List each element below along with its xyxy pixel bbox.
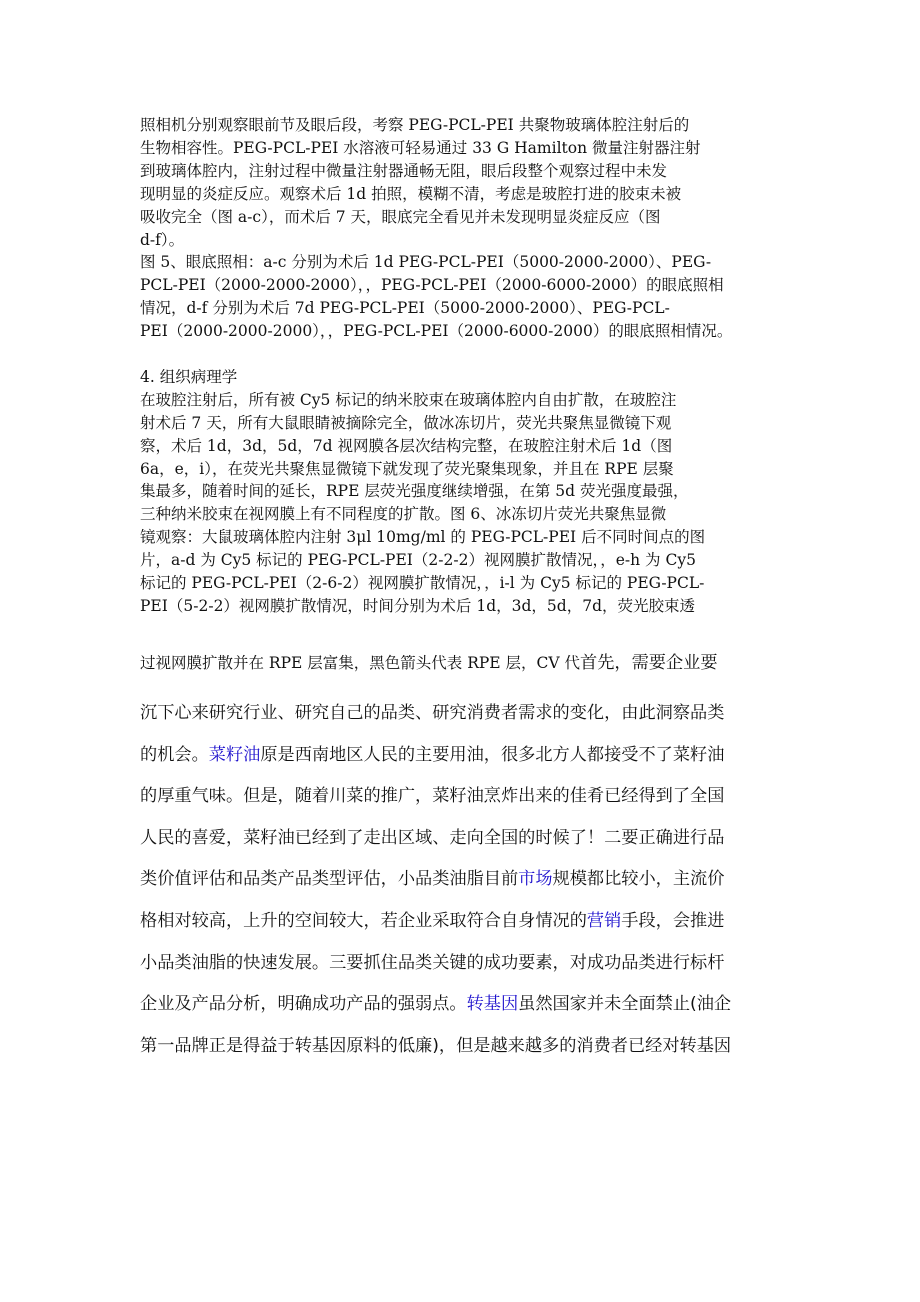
text-line xyxy=(140,652,718,674)
text-line: 标记的 PEG-PCL-PEI（2-6-2）视网膜扩散情况，，i-l 为 Cy5 标记的 PEG-PCL- xyxy=(140,574,705,592)
text-line xyxy=(140,783,724,809)
text-line: 6a，e，i），在荧光共聚焦显微镜下就发现了荧光聚集现象，并且在 RPE 层聚 xyxy=(140,459,674,478)
text-line xyxy=(140,908,724,934)
text-fragment: 虽然国家并未全面禁止(油企 xyxy=(518,994,732,1015)
text-line xyxy=(140,742,724,768)
text-fragment: 的厚重气味。但是，随着川菜的推广，菜籽油烹炸出来的佳肴已经得到了全国 xyxy=(140,786,725,807)
text-fragment: 人民的喜爱，菜籽油已经到了走出区域、走向全国的时候了！二要正确进行品 xyxy=(140,827,725,848)
text-line: 镜观察：大鼠玻璃体腔内注射 3μl 10mg/ml 的 PEG-PCL-PEI 后不同时间点的图 xyxy=(140,528,706,547)
text-line: 照相机分别观察眼前节及眼后段，考察 PEG-PCL-PEI 共聚物玻璃体腔注射后的 xyxy=(140,116,690,134)
text-line: PCL-PEI（2000-2000-2000），，PEG-PCL-PEI（2000-6000-2000）的眼底照相 xyxy=(140,276,724,295)
text-line: 察，术后 1d，3d，5d，7d 视网膜各层次结构完整，在玻腔注射术后 1d（图 xyxy=(140,436,673,455)
text-line: 生物相容性。PEG-PCL-PEI 水溶液可轻易通过 33 G Hamilton 微量注射器注射 xyxy=(140,138,701,157)
text-line xyxy=(140,1033,731,1059)
text-fragment: 格相对较高，上升的空间较大，若企业采取符合自身情况的 xyxy=(140,911,587,931)
keyword-link[interactable]: 市场 xyxy=(518,869,553,890)
text-fragment: 企业及产品分析，明确成功产品的强弱点。 xyxy=(140,994,467,1015)
text-fragment: 沉下心来研究行业、研究自己的品类、研究消费者需求的变化，由此洞察品类 xyxy=(140,703,725,723)
text-line: 片，a-d 为 Cy5 标记的 PEG-PCL-PEI（2-2-2）视网膜扩散情况，，e-h 为 Cy5 xyxy=(140,551,696,570)
sans-fragment: 首先，需要企业要 xyxy=(580,653,718,673)
text-line: 现明显的炎症反应。观察术后 1d 拍照，模糊不清，考虑是玻腔打进的胶束未被 xyxy=(140,184,682,203)
text-line: 图 5、眼底照相：a-c 分别为术后 1d PEG-PCL-PEI（5000-2000-2000）、PEG- xyxy=(140,253,712,272)
text-line: 吸收完全（图 a-c），而术后 7 天，眼底完全看见并未发现明显炎症反应（图 xyxy=(140,207,661,226)
text-fragment: 规模都比较小，主流价 xyxy=(552,869,725,890)
text-line xyxy=(140,866,724,892)
text-line: PEI（5-2-2）视网膜扩散情况，时间分别为术后 1d，3d，5d，7d，荧光胶束透 xyxy=(140,596,695,615)
text-line: 在玻腔注射后，所有被 Cy5 标记的纳米胶束在玻璃体腔内自由扩散，在玻腔注 xyxy=(140,390,677,409)
text-fragment: 小品类油脂的快速发展。三要抓住品类关键的成功要素，对成功品类进行标杆 xyxy=(140,952,725,973)
keyword-link[interactable]: 菜籽油 xyxy=(208,744,261,765)
text-line: PEI（2000-2000-2000），，PEG-PCL-PEI（2000-6000-2000）的眼底照相情况。 xyxy=(140,322,733,341)
text-line: 到玻璃体腔内，注射过程中微量注射器通畅无阻，眼后段整个观察过程中未发 xyxy=(140,161,668,180)
text-line: 4. 组织病理学 xyxy=(140,367,238,386)
text-fragment: 的机会。 xyxy=(140,744,209,765)
text-line xyxy=(140,991,731,1017)
keyword-link[interactable]: 转基因 xyxy=(466,994,519,1015)
text-line: 三种纳米胶束在视网膜上有不同程度的扩散。图 6、冰冻切片荧光共聚焦显微 xyxy=(140,505,667,524)
text-fragment: 类价值评估和品类产品类型评估，小品类油脂目前 xyxy=(140,869,519,890)
text-line xyxy=(140,700,724,726)
text-fragment: 原是西南地区人民的主要用油，很多北方人都接受不了菜籽油 xyxy=(260,744,725,765)
text-line: 情况，d-f 分别为术后 7d PEG-PCL-PEI（5000-2000-2000）、PEG-PCL- xyxy=(140,299,670,318)
text-line: d-f）。 xyxy=(140,230,185,249)
text-fragment: 手段，会推进 xyxy=(621,911,725,931)
text-fragment: 第一品牌正是得益于转基因原料的低廉)，但是越来越多的消费者已经对转基因 xyxy=(140,1035,732,1056)
text-line: 射术后 7 天，所有大鼠眼睛被摘除完全，做冰冻切片，荧光共聚焦显微镜下观 xyxy=(140,413,672,432)
text-line xyxy=(140,825,724,851)
serif-fragment: 过视网膜扩散并在 RPE 层富集，黑色箭头代表 RPE 层，CV 代 xyxy=(140,654,581,672)
text-line: 集最多，随着时间的延长，RPE 层荧光强度继续增强，在第 5d 荧光强度最强， xyxy=(140,482,689,501)
keyword-link[interactable]: 营销 xyxy=(586,911,622,931)
text-line xyxy=(140,950,724,976)
